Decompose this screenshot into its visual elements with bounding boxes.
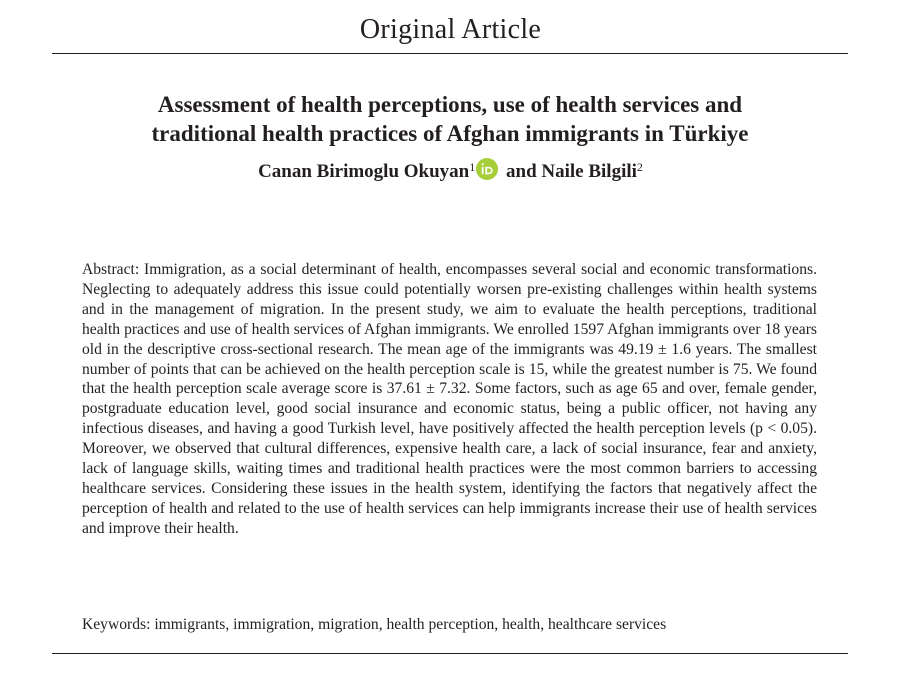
section-label: Original Article xyxy=(359,14,542,45)
author-2-name: Naile Bilgili xyxy=(541,161,637,182)
abstract-label: Abstract: xyxy=(82,261,140,278)
keywords xyxy=(82,615,822,635)
keywords-label: Keywords: xyxy=(82,616,151,633)
author-list xyxy=(0,158,901,185)
author-1-affiliation: 1 xyxy=(469,160,476,174)
top-rule xyxy=(52,53,848,54)
abstract-text: Immigration, as a social determinant of health, encompasses several social and economic transformations. Neglecting to adequately address this issue could potentially worsen pre-existing challenges within health systems and in the management of migration. In the present study, we aim to evaluate the health perceptions, traditional health practices and use of health services of Afghan immigrants. We enrolled 1597 Afghan immigrants over 18 years old in the descriptive cross-sectional research. The mean age of the immigrants was 49.19 ± 1.6 years. The smallest number of points that can be achieved on the health perception scale is 15, while the greatest number is 75. We found that the health perception scale average score is 37.61 ± 7.32. Some factors, such as age 65 and over, female gender, postgraduate education level, good social insurance and economic status, being a public officer, not having any infectious diseases, and having a good Turkish level, have positively affected the health perception levels (p < 0.05). Moreover, we observed that cultural differences, expensive health care, a lack of social insurance, fear and anxiety, lack of language skills, waiting times and traditional health practices were the most common barriers to accessing healthcare services. Considering these issues in the health system, identifying the factors that negatively affect the perception of health and related to the use of health services can help immigrants increase their use of health services and improve their health. xyxy=(82,261,817,537)
keywords-text: immigrants, immigration, migration, health perception, health, healthcare services xyxy=(154,616,667,633)
title-line-1: Assessment of health perceptions, use of health services and xyxy=(157,92,743,117)
title-line-2: traditional health practices of Afghan immigrants in Türkiye xyxy=(151,121,749,146)
author-conjunction: and xyxy=(501,161,542,182)
abstract xyxy=(82,260,817,539)
orcid-icon[interactable] xyxy=(476,158,498,180)
bottom-rule xyxy=(52,653,848,654)
author-2-affiliation: 2 xyxy=(636,160,643,174)
article-title xyxy=(60,90,840,148)
author-1-name: Canan Birimoglu Okuyan xyxy=(258,161,470,182)
